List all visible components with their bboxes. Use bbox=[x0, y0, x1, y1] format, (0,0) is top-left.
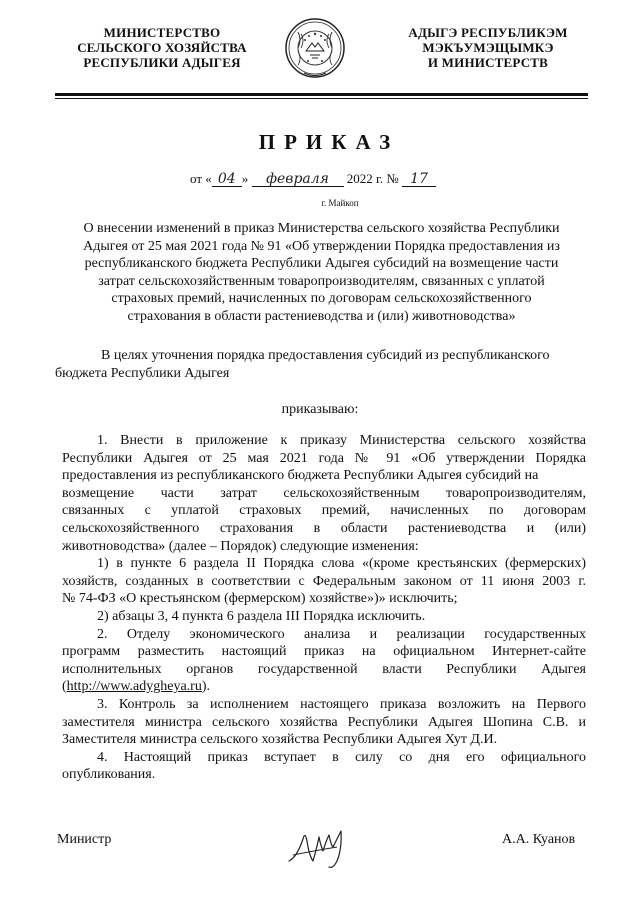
subject-line: республиканского бюджета Республики Адыгея субсидий на возмещение части bbox=[84, 256, 559, 271]
paragraph-2-line: исполнительных органов государственной власти Республики Адыгея bbox=[62, 661, 586, 677]
link-close-paren: ). bbox=[201, 679, 211, 695]
ministry-name-russian bbox=[62, 25, 262, 70]
paragraph-2-link-line bbox=[62, 678, 586, 696]
header-right-line: И МИНИСТЕРСТВ bbox=[427, 55, 549, 70]
date-day: 04 bbox=[212, 172, 242, 187]
paragraph-2-line: программ разместить настоящий приказ на официальном Интернет-сайте bbox=[62, 644, 586, 660]
date-prefix: от « bbox=[190, 171, 212, 186]
header-left-line: РЕСПУБЛИКИ АДЫГЕЯ bbox=[83, 55, 241, 70]
subject-line: затрат сельскохозяйственным товаропроизводителям, связанных с уплатой bbox=[98, 273, 545, 289]
signatory-name: А.А. Куанов bbox=[502, 832, 576, 847]
paragraph-4-line: 4. Настоящий приказ вступает в силу со дня его официального bbox=[97, 749, 586, 765]
subject-line: страхования в области растениеводства и (или) животноводства» bbox=[127, 308, 516, 324]
document-number: 17 bbox=[402, 172, 436, 187]
coat-of-arms-emblem-icon bbox=[284, 15, 346, 81]
paragraph-1-line: 1. Внести в приложение к приказу Министерства сельского хозяйства bbox=[97, 433, 586, 448]
order-body bbox=[62, 432, 586, 784]
website-link[interactable]: http://www.adygheya.ru bbox=[66, 679, 202, 695]
header-divider-thick bbox=[55, 93, 588, 96]
paragraph-3-line: Заместителя министра сельского хозяйства Республики Адыгея Хут Д.И. bbox=[62, 732, 498, 748]
header-divider-thin bbox=[55, 98, 588, 99]
header-right-line: МЭКЪУМЭЩЫМКЭ bbox=[422, 40, 554, 55]
order-word: приказываю: bbox=[281, 402, 359, 417]
date-mid: » bbox=[241, 171, 249, 186]
preamble bbox=[55, 347, 586, 382]
header-left-line: МИНИСТЕРСТВО bbox=[103, 25, 221, 40]
subject-line: страховых премий, начисленных по договорам сельскохозяйственного bbox=[111, 291, 532, 306]
ministry-name-adyghe bbox=[388, 25, 588, 70]
paragraph-1-line: возмещение части затрат сельскохозяйственным товаропроизводителям, bbox=[62, 485, 586, 501]
document-subject bbox=[55, 220, 588, 325]
paragraph-3-line: 3. Контроль за исполнением настоящего приказа возложить на Первого bbox=[97, 696, 586, 712]
date-month: февраля bbox=[252, 172, 344, 187]
header-right-line: АДЫГЭ РЕСПУБЛИКЭМ bbox=[408, 25, 568, 40]
header-left-line: СЕЛЬСКОГО ХОЗЯЙСТВА bbox=[77, 40, 247, 55]
paragraph-1-line: сельскохозяйственного страхования в области растениеводства и (или) bbox=[62, 520, 586, 536]
date-number-line bbox=[190, 171, 436, 187]
item-2-line: 2) абзацы 3, 4 пункта 6 раздела III Порядка исключить. bbox=[97, 608, 426, 624]
subject-line: Адыгея от 25 мая 2021 года № 91 «Об утверждении Порядка предоставления из bbox=[83, 238, 560, 254]
date-year: 2022 г. bbox=[346, 171, 384, 186]
document-title: ПРИКАЗ bbox=[258, 130, 400, 154]
subject-line: О внесении изменений в приказ Министерства сельского хозяйства Республики bbox=[83, 221, 560, 236]
item-1-line: № 74-ФЗ «О крестьянском (фермерском) хозяйстве»)» исключить; bbox=[62, 591, 458, 607]
paragraph-4-line: опубликования. bbox=[62, 767, 156, 783]
item-1-line: хозяйств, созданных в соответствии с Федеральным законом от 11 июня 2003 г. bbox=[62, 573, 586, 589]
paragraph-1-line: связанных с уплатой страховых премий, начисленных по договорам bbox=[62, 503, 586, 519]
item-1-line: 1) в пункте 6 раздела II Порядка слова «(кроме крестьянских (фермерских) bbox=[97, 556, 586, 572]
handwritten-signature-icon bbox=[283, 815, 363, 875]
link-open-paren: ( bbox=[62, 679, 67, 695]
paragraph-2-line: 2. Отделу экономического анализа и реализации государственных bbox=[97, 626, 586, 642]
paragraph-3-line: заместителя министра сельского хозяйства Республики Адыгея Шопина С.В. и bbox=[62, 714, 586, 730]
preamble-line: В целях уточнения порядка предоставления субсидий из республиканского bbox=[101, 348, 550, 363]
paragraph-1-line: предоставления из республиканского бюджета Республики Адыгея субсидий на bbox=[62, 468, 539, 484]
preamble-line: бюджета Республики Адыгея bbox=[55, 365, 230, 381]
number-prefix: № bbox=[386, 171, 399, 186]
city: г. Майкоп bbox=[321, 198, 359, 208]
paragraph-1-line: животноводства» (далее – Порядок) следующие изменения: bbox=[62, 538, 419, 554]
paragraph-1-line: Республики Адыгея от 25 мая 2021 года № 91 «Об утверждении Порядка bbox=[62, 450, 586, 466]
signatory-position: Министр bbox=[57, 832, 112, 847]
